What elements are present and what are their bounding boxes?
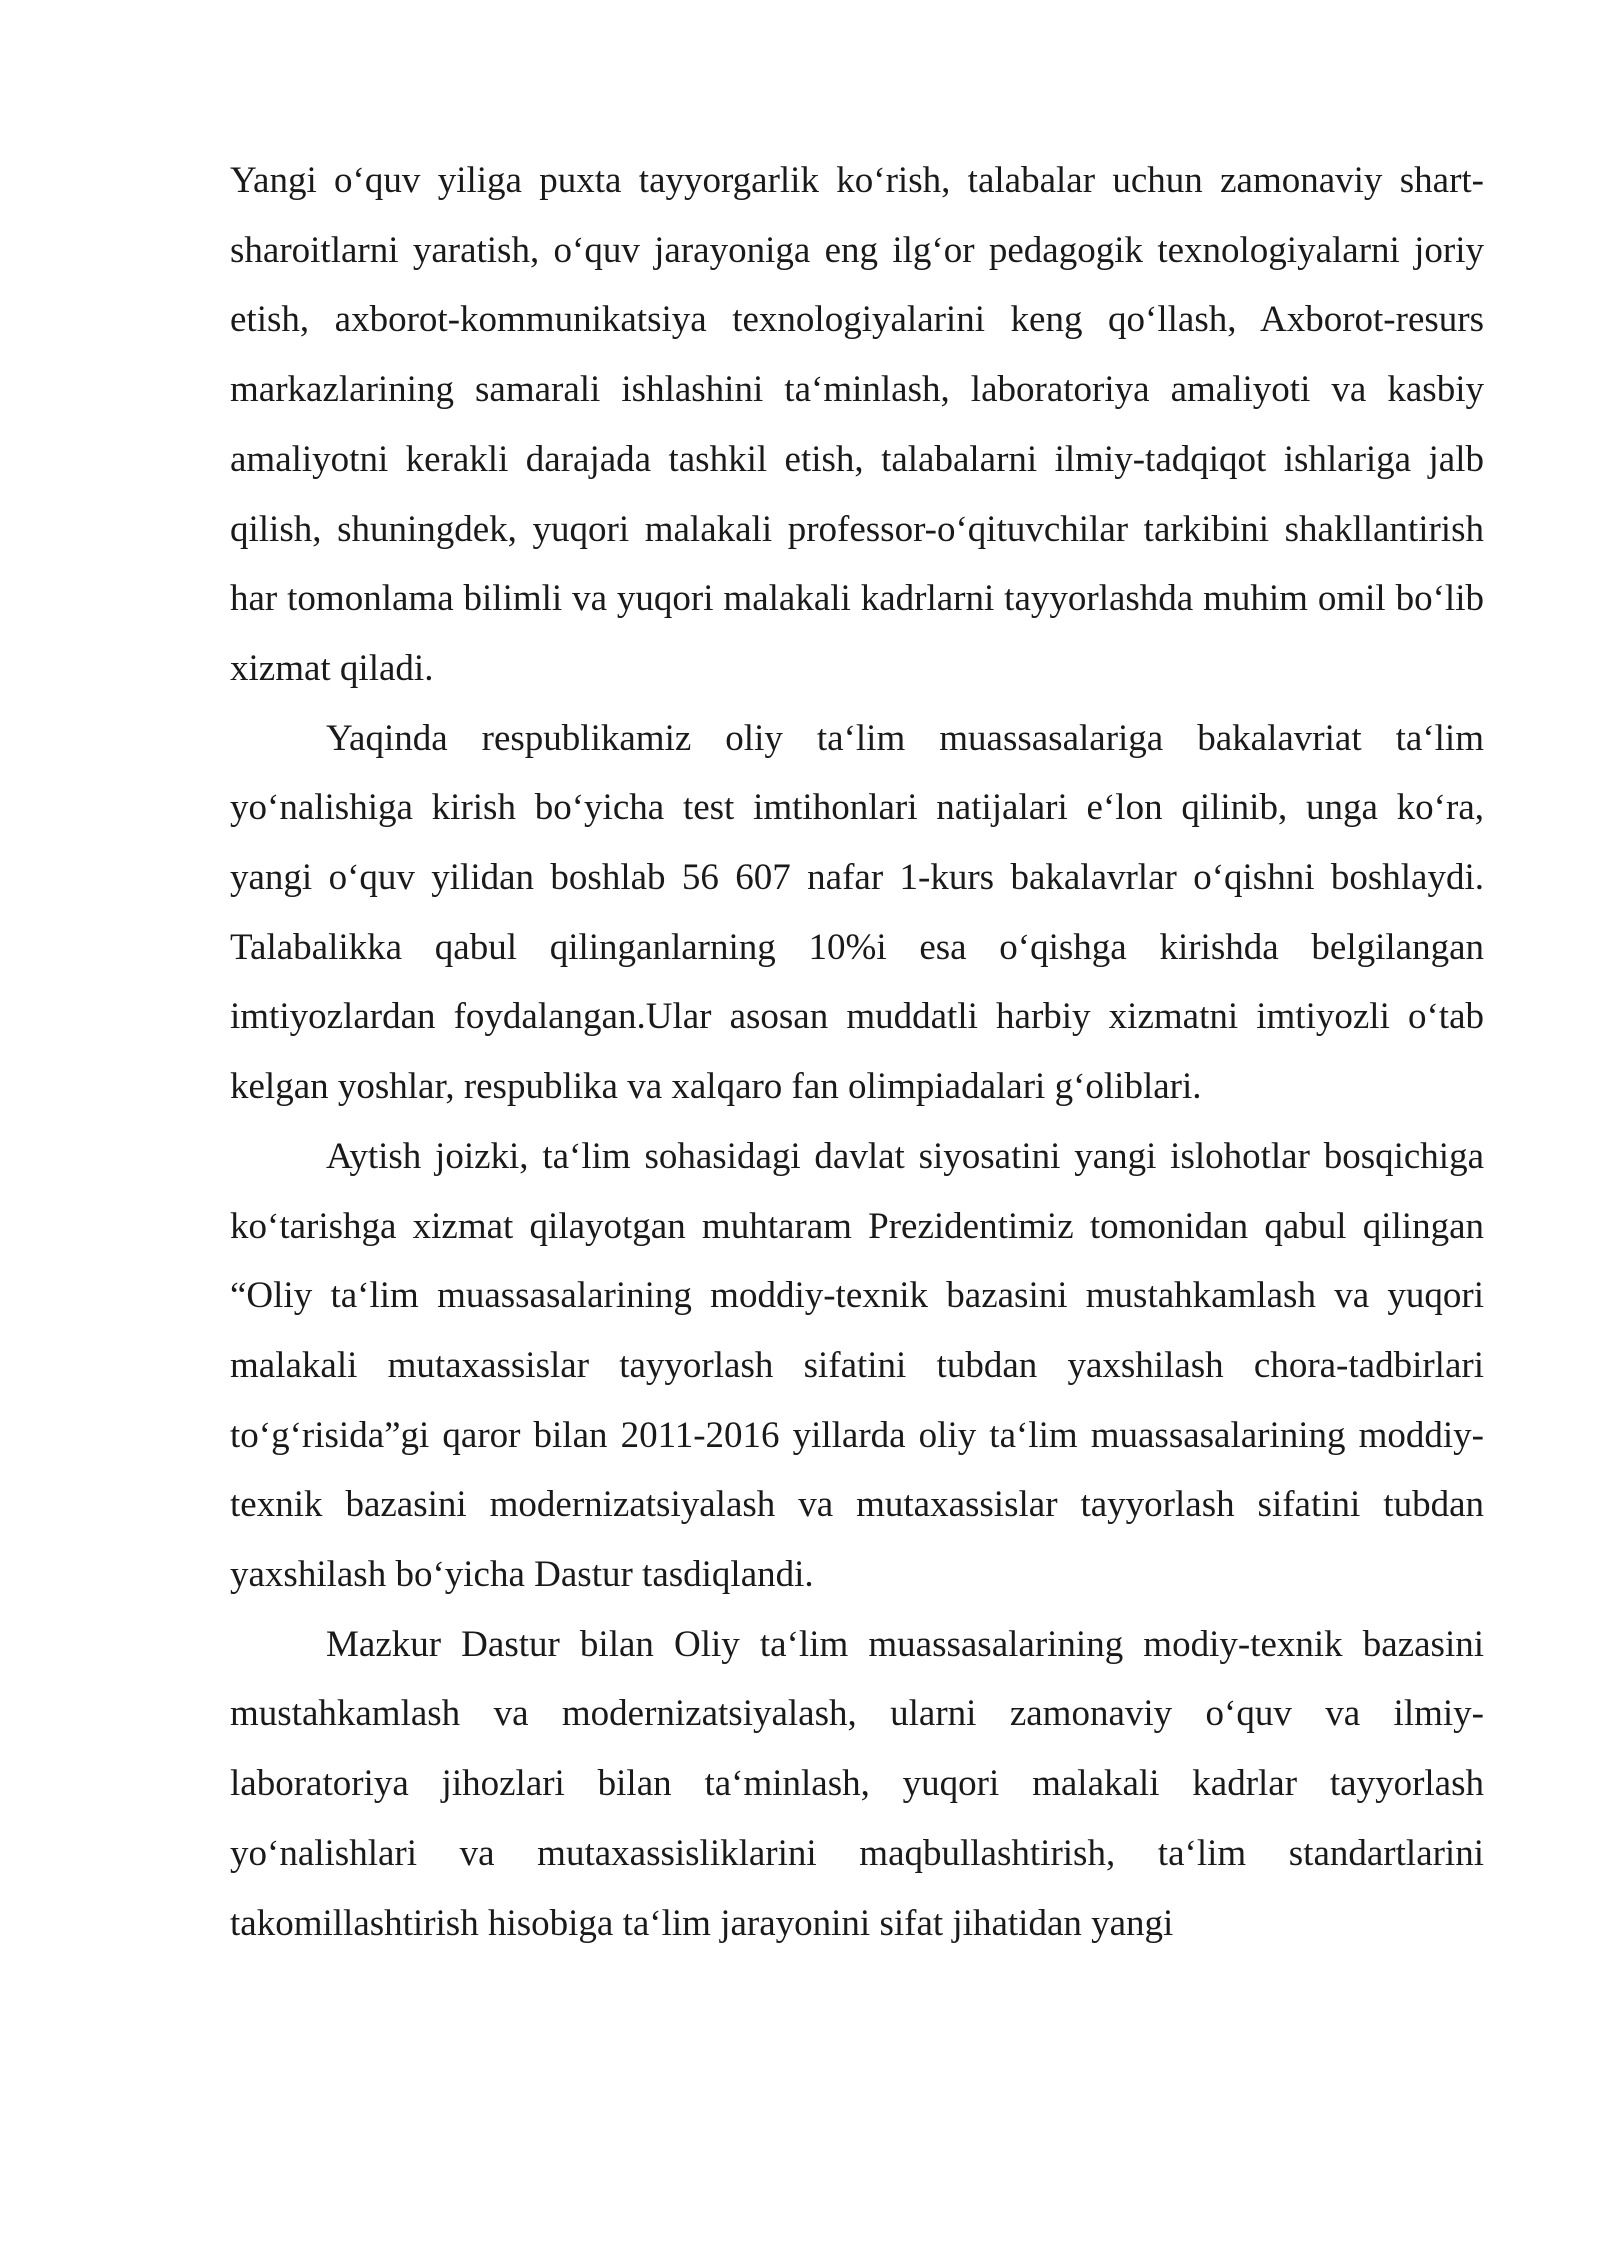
- paragraph-1: Yangi o‘quv yiliga puxta tayyorgarlik ko‘rish, talabalar uchun zamonaviy shart-sharoitlarni yaratish, o‘quv jarayoniga eng ilg‘or pedagogik texnologiyalarni joriy etish, axborot-kommunikatsiya texnologiyalarini keng qo‘llash, Axborot-resurs markazlarining samarali ishlashini ta‘minlash, laboratoriya amaliyoti va kasbiy amaliyotni kerakli darajada tashkil etish, talabalarni ilmiy-tadqiqot ishlariga jalb qilish, shuningdek, yuqori malakali professor-o‘qituvchilar tarkibini shakllantirish har tomonlama bilimli va yuqori malakali kadrlarni tayyorlashda muhim omil bo‘lib xizmat qiladi.: [230, 160, 1484, 689]
- body-text: [230, 146, 1484, 1958]
- paragraph-3: Aytish joizki, ta‘lim sohasidagi davlat siyosatini yangi islohotlar bosqichiga ko‘tarishga xizmat qilayotgan muhtaram Prezidentimiz tomonidan qabul qilingan “Oliy ta‘lim muassasalarining moddiy-texnik bazasini mustahkamlash va yuqori malakali mutaxassislar tayyorlash sifatini tubdan yaxshilash chora-tadbirlari to‘g‘risida”gi qaror bilan 2011-2016 yillarda oliy ta‘lim muassasalarining moddiy-texnik bazasini modernizatsiyalash va mutaxassislar tayyorlash sifatini tubdan yaxshilash bo‘yicha Dastur tasdiqlandi.: [230, 1135, 1484, 1596]
- paragraph-4: Mazkur Dastur bilan Oliy ta‘lim muassasalarining modiy-texnik bazasini mustahkamlash va modernizatsiyalash, ularni zamonaviy o‘quv va ilmiy-laboratoriya jihozlari bilan ta‘minlash, yuqori malakali kadrlar tayyorlash yo‘nalishlari va mutaxassisliklarini maqbullashtirish, ta‘lim standartlarini takomillashtirish hisobiga ta‘lim jarayonini sifat jihatidan yangi: [230, 1623, 1484, 1944]
- paragraph-2: Yaqinda respublikamiz oliy ta‘lim muassasalariga bakalavriat ta‘lim yo‘nalishiga kirish bo‘yicha test imtihonlari natijalari e‘lon qilinib, unga ko‘ra, yangi o‘quv yilidan boshlab 56 607 nafar 1-kurs bakalavrlar o‘qishni boshlaydi. Talabalikka qabul qilinganlarning 10%i esa o‘qishga kirishda belgilangan imtiyozlardan foydalangan.Ular asosan muddatli harbiy xizmatni imtiyozli o‘tab kelgan yoshlar, respublika va xalqaro fan olimpiadalari g‘oliblari.: [230, 717, 1484, 1108]
